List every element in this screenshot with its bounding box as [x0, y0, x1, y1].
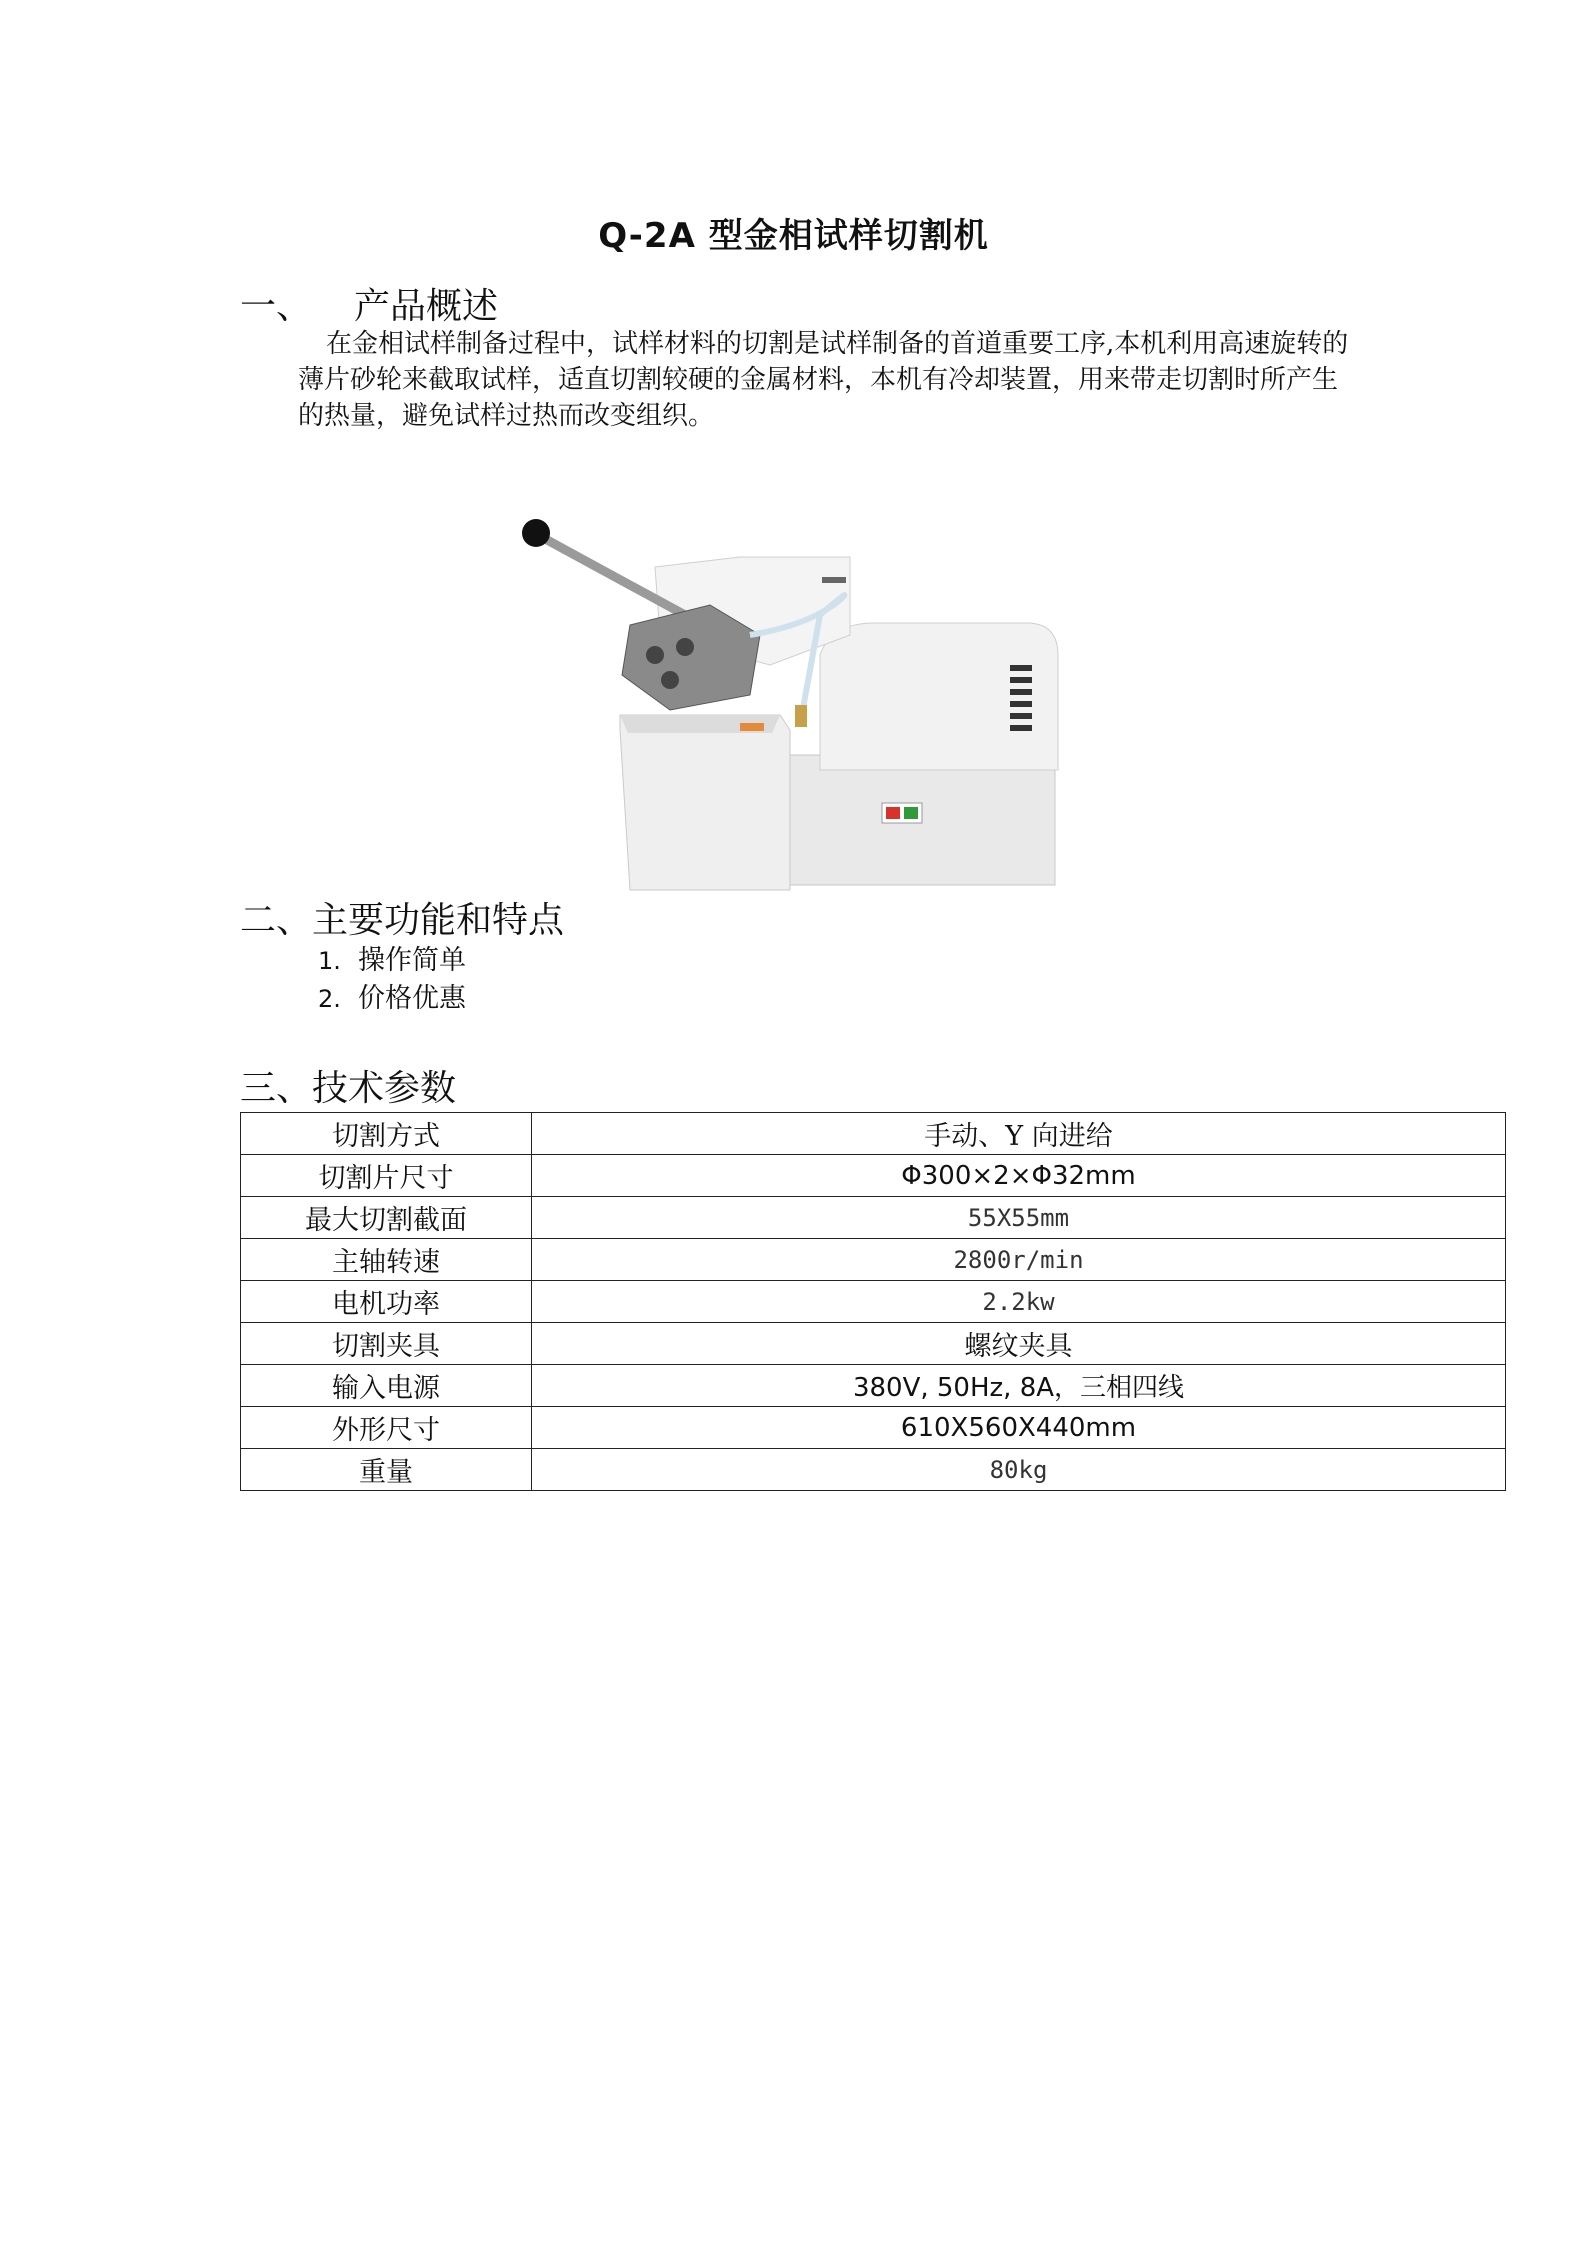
- table-row: [241, 1407, 1506, 1449]
- spec-label: 重量: [241, 1449, 532, 1491]
- table-row: [241, 1155, 1506, 1197]
- section-heading-features: [240, 892, 564, 943]
- spec-label: 切割片尺寸: [241, 1155, 532, 1197]
- table-row: [241, 1281, 1506, 1323]
- section-title: 主要功能和特点: [312, 900, 565, 941]
- table-row: [241, 1239, 1506, 1281]
- spec-label: 外形尺寸: [241, 1407, 532, 1449]
- overview-paragraph: 在金相试样制备过程中，试样材料的切割是试样制备的首道重要工序,本机利用高速旋转的薄片砂轮来截取试样，适直切割较硬的金属材料，本机有冷却装置，用来带走切割时所产生的热量，避免试样过热而改变组织。: [298, 329, 1349, 431]
- spec-value: 380V, 50Hz, 8A，三相四线: [532, 1365, 1506, 1407]
- table-row: [241, 1113, 1506, 1155]
- section-heading-overview: [240, 278, 498, 329]
- spec-value: 手动、Y 向进给: [532, 1113, 1506, 1155]
- section-number: 二、: [240, 900, 313, 941]
- table-row: [241, 1449, 1506, 1491]
- spec-value: 80kg: [532, 1449, 1506, 1491]
- spec-value: Φ300×2×Φ32mm: [532, 1155, 1506, 1197]
- spec-label: 最大切割截面: [241, 1197, 532, 1239]
- spec-value: 2.2kw: [532, 1281, 1506, 1323]
- spec-value: 螺纹夹具: [532, 1323, 1506, 1365]
- table-row: [241, 1197, 1506, 1239]
- table-row: [241, 1365, 1506, 1407]
- spec-label: 主轴转速: [241, 1239, 532, 1281]
- document-title: Q-2A 型金相试样切割机: [598, 216, 989, 256]
- spec-value: 610X560X440mm: [532, 1407, 1506, 1449]
- spec-label: 切割夹具: [241, 1323, 532, 1365]
- section-number: 一、: [240, 286, 313, 327]
- spec-value: 55X55mm: [532, 1197, 1506, 1239]
- table-row: [241, 1323, 1506, 1365]
- spec-label: 切割方式: [241, 1113, 532, 1155]
- section-title: 技术参数: [312, 1068, 457, 1109]
- feature-list: [318, 942, 466, 1018]
- spec-table: [240, 1112, 1506, 1491]
- section-title: 产品概述: [354, 286, 499, 327]
- list-item: 2. 价格优惠: [318, 983, 466, 1014]
- section-heading-specs: [240, 1060, 456, 1111]
- list-item: 1. 操作简单: [318, 945, 466, 976]
- cutting-machine-photo: [510, 505, 1060, 895]
- spec-label: 输入电源: [241, 1365, 532, 1407]
- spec-label: 电机功率: [241, 1281, 532, 1323]
- section-number: 三、: [240, 1068, 313, 1109]
- spec-value: 2800r/min: [532, 1239, 1506, 1281]
